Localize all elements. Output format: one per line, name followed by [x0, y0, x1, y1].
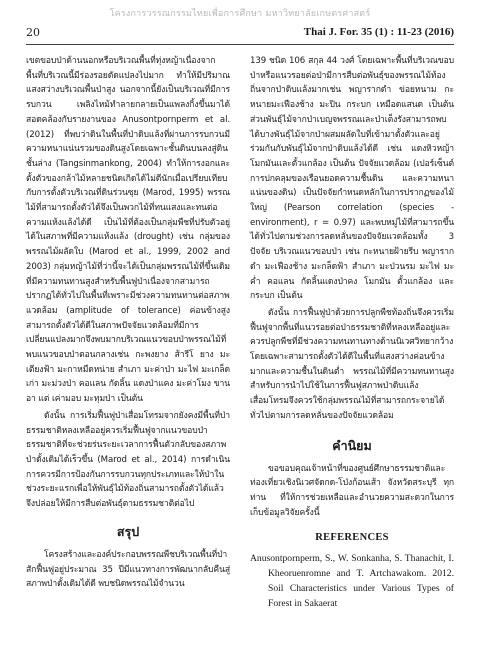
references-heading: REFERENCES	[315, 532, 389, 544]
header-rule	[26, 44, 454, 45]
acknowledgement-paragraph: ขอขอบคุณเจ้าหน้าที่ของศูนย์ศึกษาธรรมชาติและท่องเที่ยวเชิงนิเวศจัดกด-โป่งก้อนเส้า จังหวัดสระบุรี ทุกท่าน ที่ให้การช่วยเหลือและอำนวยความสะดวกในการเก็บข้อมูลวิจัยครั้งนี้	[250, 463, 454, 518]
journal-citation: Thai J. For. 35 (1) : 11-23 (2016)	[303, 26, 454, 38]
right-column	[250, 54, 454, 611]
left-paragraph-1: เขตขอบป่าด้านนอกหรือบริเวณพื้นที่ทุ่งหญ้าเนื่องจากพื้นที่บริเวณนี้มีร่องรอยดัดแปลงไปมาก ทำให้มีปริมาณแสงสว่างบริเวณพื้นป่าสูง นอกจากนี้ยังเป็นบริเวณที่มีการรบกวน เพลิงไหม้ทำลายกลายเป็นแพลงกิ้งขึ้นมาได้ สอดคล้องกับรายงานของ Anusontpornperm et al. (2012) ที่พบว่าดินในพื้นที่ป่าดิบแล้งที่ผ่านการรบกวนมีความหนาแน่นรวมของดินสูงโดยเฉพาะชั้นดินบนลงสู่ดินชั้นล่าง (Tangsinmankong, 2004) ทำให้การงอกและตั้งตัวของกล้าไม้หลายชนิดเกิดได้ไม่ดีนักเมื่อเปรียบเทียบกับการตั้งตัวบริเวณที่ดินร่วนซุย (Marod, 1995) พรรณไม้ที่สามารถตั้งตัวได้จึงเป็นพวกไม้ที่ทนแสงและทนต่อความแห้งแล้งได้ดี เป็นไม้ที่ต้องเป็นกลุ่มพืชที่ปรับตัวอยู่ได้ในสภาพที่มีความแห้งแล้ง (drought) เช่น กลุ่มของพรรณไม้ผลัดใบ (Marod et al., 1999, 2002 and 2003) กลุ่มหญ้าไม้ที่ว่านี้จะได้เป็นกลุ่มพรรณไม้ที่ขึ้นเดิมที่มีความทนทานสูงสำหรับพื้นฟูป่าเนื่องจากสามารถปรากฏได้ทั่วไปในพื้นที่เพราะมีช่วงความทนทานต่อสภาพแวดล้อม (amplitude of tolerance) ค่อนข้างสูง สามารถตั้งตัวได้ดีในสภาพปัจจัยแวดล้อมที่มีการเปลี่ยนแปลงมากจึงพบมากบริเวณแนวขอบป่าพรรณไม้ที่พบแนวขอบป่าตอนกลางเช่น กะพงยาง ส้ารีโ ยาง มะเตียงฟ้า มะกาหมืดหน่าย สำเภา มะค่าป่า มะไฟ มะเกล็ดเก่า มะม่วงป่า คอแลน กัดลิ้น แดงป่าแคง มะค่าโมง ขานอา แต่ เค่ามอบ มะทุมป่า เป็นต้น	[26, 56, 230, 405]
acknowledgement-heading: คำนิยม	[332, 437, 372, 453]
left-column	[26, 54, 230, 592]
reference-entry: Anusontpornperm, S., W. Sonkanha, S. Thanachit, I. Kheoruenromne and T. Artchawakom. 2012. Soil Characteristics under Various Types of Forest in Sakaerat	[250, 553, 454, 610]
conclusion-heading: สรุป	[116, 523, 140, 539]
conclusion-paragraph: โครงสร้างและองค์ประกอบพรรณพืชบริเวณพื้นที่ป่าสักฟื้นฟูอยู่ประมาณ 35 ปีมีแนวทางการพัฒนากลับคืนสู่สภาพป่าดั้งเดิมได้ดี พบชนิดพรรณไม้จำนวน	[26, 549, 230, 590]
page-header	[26, 26, 454, 42]
watermark-text: โครงการวรรณกรรมไทยเพื่อการศึกษา มหาวิทยาลัยเกษตรศาสตร์	[109, 9, 371, 19]
right-paragraph-1: 139 ชนิด 106 สกุล 44 วงศ์ โดยเฉพาะพื้นที่บริเวณขอบป่าหรือแนวรอยต่อป่ามีการสืบต่อพันธุ์ของพรรณไม้ท้องถิ่นจากป่าดิบแล้งมากเช่น พญารากดำ ข่อยหนาม กะหนายมะเฟืองช้าง มะปิน กระบก เหมือดแสนด เป็นต้น ส่วนพันธุ์ไม้จากป่าเบญจพรรณและป่าเต็งรังสามารถพบได้บางพันธุ์ไม้จากป่าผสมผลัดใบที่เข้ามาตั้งตัวและอยู่ร่วมกันกับพันธุ์ไม้จากป่าดิบแล้งได้ดี เช่น แดงหิวหญ้า โมกมันและตั้วแกล้อง เป็นต้น ปัจจัยแวดล้อม (เปอร์เซ็นต์การปกคลุมของเรือนยอดความชื้นดิน และความหนาแน่นของดิน) เป็นปัจจัยกำหนดหลักในการปรากฏของไม้ใหญ่ (Pearson correlation (species - environment), r = 0.97) และพบหมู่ไม้ที่สามารถขึ้นได้ทั่วไปตามช่วงการลดหลั่นของปัจจัยแวดล้อมทั้ง 3 ปัจจัย บริเวณแนวขอบป่า เช่น กะหนายฝ้ายรีบ พญารากดำ มะเฟืองช้าง มะกล็ดฟ้า สำเภา มะป่วนรม มะไฟ มะค่ำ คอแลน กัดลิ้นแดงป่าคง โมกมัน ตั้วแกล้อง และกระบก เป็นต้น	[250, 56, 454, 302]
page-number: 20	[26, 26, 40, 39]
left-paragraph-2: ดังนั้น การเริ่มฟื้นฟูป่าเสื่อมโทรมจากยังคงมีพื้นที่ป่าธรรมชาติหลงเหลืออยู่ควรเริ่มฟื้นฟูจากแนวขอบป่าธรรมชาติที่จะช่วยร่นระยะเวลาการฟื้นตัวกลับของสภาพป่าดั้งเดิมได้เร็วขึ้น (Marod et al., 2014) การดำเนินการควรมีการป้องกันการรบกวนทุกประเภทและให้ป่าในช่วงระยะแรกเพื่อให้พันธุ์ไม้ท้องถิ่นสามารถตั้งตัวได้แล้วจึงปล่อยให้มีการสืบต่อพันธุ์ตามธรรมชาติต่อไป	[26, 410, 230, 510]
right-paragraph-2: ดังนั้น การฟื้นฟูป่าด้วยการปลูกพืชท้องถิ่นจึงควรเริ่มฟื้นฟูจากพื้นที่แนวรอยต่อป่าธรรมชาติที่หลงเหลืออยู่และควรปลูกพืชที่มีช่วงความทนทานทางด้านนิเวศวิทยากว้าง โดยเฉพาะสามารถตั้งตัวได้ดีในพื้นที่แสงสว่างค่อนข้างมากและความชื้นในดินต่ำ พรรณไม้ที่มีความทนทานสูงสำหรับการนำไปใช้ในการฟื้นฟูสภาพป่าดิบแล้งเสื่อมโทรมจึงควรใช้กลุ่มพรรณไม้ที่สามารถกระจายได้ทั่วไปตามการลดหลั่นของปัจจัยแวดล้อม	[250, 307, 454, 421]
